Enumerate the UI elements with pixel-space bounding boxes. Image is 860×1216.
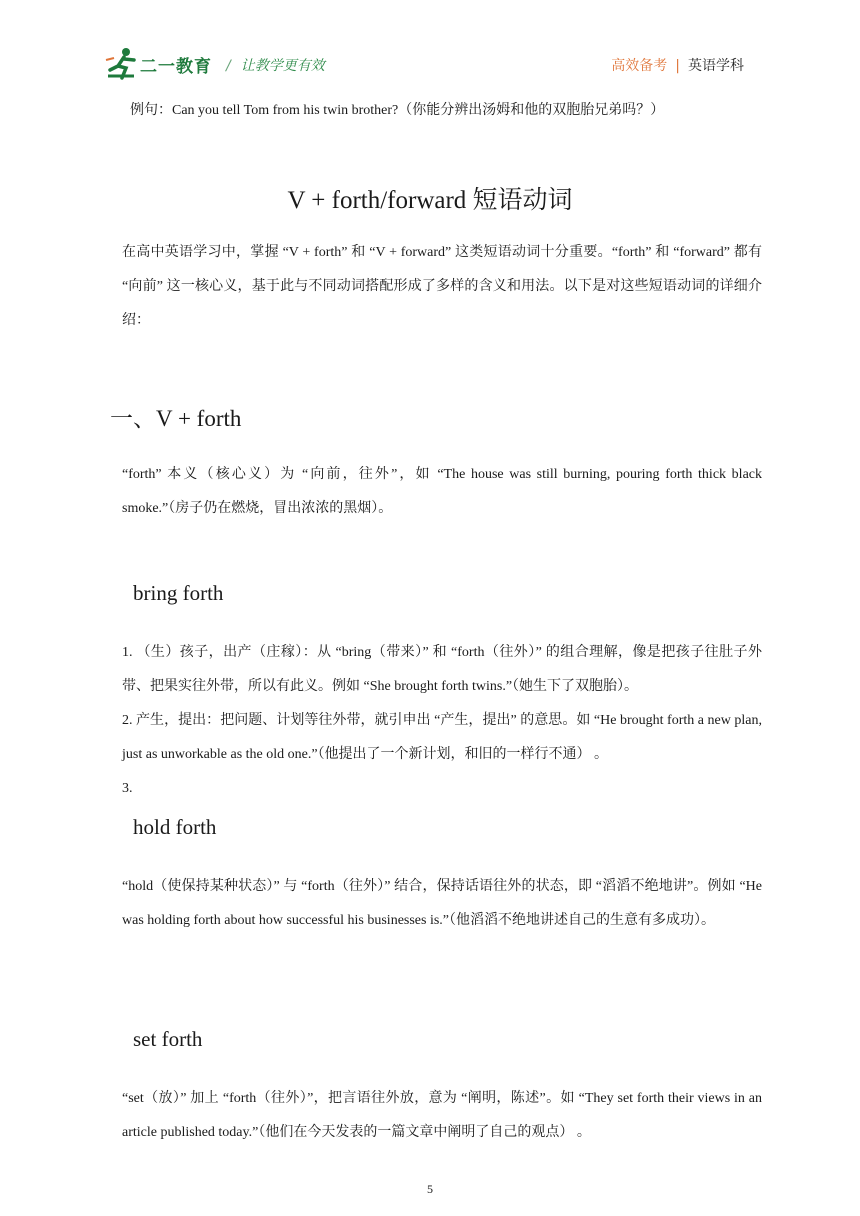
label-exam-prep: 高效备考 xyxy=(611,58,668,74)
subheading-set-forth: set forth xyxy=(133,1027,203,1051)
slogan-text: 让教学更有效 xyxy=(240,58,325,74)
page-header xyxy=(0,0,860,90)
set-forth-paragraph: “set（放）” 加上 “forth（往外）”，把言语往外放，意为 “阐明，陈述”。如 “They set forth their views in an article published today.”（他们在今天发表的一篇文章中阐明了自己的观点） 。 xyxy=(122,1091,762,1140)
brand-name: 二一教育 xyxy=(140,57,212,77)
bring-forth-item-3: 3. xyxy=(122,781,133,796)
section-heading-v-forth: 一、V + forth xyxy=(110,406,242,431)
hold-forth-paragraph: “hold（使保持某种状态）” 与 “forth（往外）” 结合，保持话语往外的状态，即 “滔滔不绝地讲”。例如 “He was holding forth about how successful his businesses is.”（他滔滔不绝地讲述自己的生意有多成功）。 xyxy=(122,879,762,928)
subject-label: 高效备考 | 英语学科 xyxy=(611,58,744,74)
subheading-hold-forth: hold forth xyxy=(133,815,217,839)
intro-paragraph: 在高中英语学习中，掌握 “V + forth” 和 “V + forward” 这类短语动词十分重要。“forth” 和 “forward” 都有 “向前” 这一核心义，基于此与不同动词搭配形成了多样的含义和用法。以下是对这些短语动词的详细介绍： xyxy=(122,245,762,328)
subheading-bring-forth: bring forth xyxy=(133,581,224,605)
top-example-sentence: 例句：Can you tell Tom from his twin brother?（你能分辨出汤姆和他的双胞胎兄弟吗？） xyxy=(130,103,665,118)
label-subject: 英语学科 xyxy=(688,58,744,74)
page-title: V + forth/forward 短语动词 xyxy=(287,187,573,214)
page-number: 5 xyxy=(427,1182,433,1196)
section-intro-paragraph: “forth” 本义（核心义）为 “向前，往外”，如 “The house was still burning, pouring forth thick black smoke.”（房子仍在燃烧，冒出浓浓的黑烟）。 xyxy=(122,467,762,516)
slogan: / 让教学更有效 xyxy=(226,58,325,74)
bring-forth-item-1: 1. （生）孩子，出产（庄稼）：从 “bring（带来）” 和 “forth（往外）” 的组合理解，像是把孩子往肚子外带、把果实往外带，所以有此义。例如 “She brought forth twins.”（她生下了双胞胎）。 xyxy=(122,645,762,694)
bring-forth-item-2: 2. 产生，提出：把问题、计划等往外带，就引申出 “产生，提出” 的意思。如 “He brought forth a new plan, just as unworkable as the old one.”（他提出了一个新计划，和旧的一样行不通） 。 xyxy=(122,713,762,762)
